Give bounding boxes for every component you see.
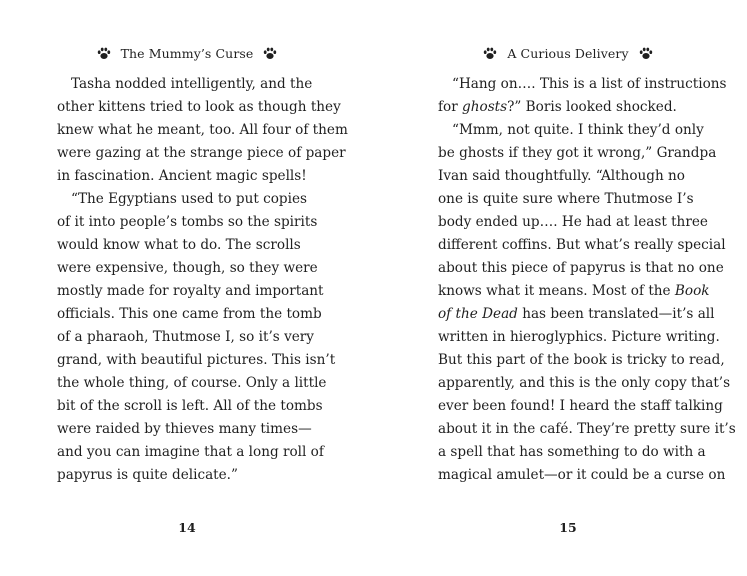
- text-line: were raided by thieves many times—: [57, 421, 312, 437]
- text-line: other kittens tried to look as though they: [57, 99, 341, 115]
- text-line: the whole thing, of course. Only a little: [57, 375, 327, 391]
- text-line: magical amulet—or it could be a curse on: [438, 467, 726, 483]
- text-line: different coffins. But what’s really special: [438, 237, 726, 253]
- text-line: ever been found! I heard the staff talking: [438, 398, 723, 414]
- text-line: written in hieroglyphics. Picture writing.: [438, 329, 720, 345]
- text-line: [438, 303, 715, 326]
- left-page: [57, 0, 348, 576]
- text-line: “The Egyptians used to put copies: [71, 191, 307, 207]
- paw-print-icon: [639, 47, 653, 60]
- left-page-number: 14: [178, 520, 196, 535]
- text-line: about it in the café. They’re pretty sure it’s: [438, 421, 736, 437]
- text-run: has been translated—it’s all: [517, 306, 715, 322]
- text-line: officials. This one came from the tomb: [57, 306, 322, 322]
- text-line: knew what he meant, too. All four of them: [57, 122, 348, 138]
- text-line: about this piece of papyrus is that no one: [438, 260, 724, 276]
- text-line: Ivan said thoughtfully. “Although no: [438, 168, 685, 184]
- text-line: one is quite sure where Thutmose I’s: [438, 191, 694, 207]
- left-header-title: The Mummy’s Curse: [120, 46, 254, 61]
- text-line: were expensive, though, so they were: [57, 260, 318, 276]
- right-page-number: 15: [559, 520, 577, 535]
- text-line: mostly made for royalty and important: [57, 283, 324, 299]
- text-run: ?” Boris looked shocked.: [507, 99, 677, 115]
- left-body-text: [57, 73, 348, 487]
- text-line: a spell that has something to do with a: [438, 444, 706, 460]
- italic-word: ghosts: [462, 99, 508, 115]
- text-line: were gazing at the strange piece of paper: [57, 145, 346, 161]
- italic-title: Book: [674, 283, 710, 299]
- text-line: “Mmm, not quite. I think they’d only: [452, 122, 704, 138]
- text-line: But this part of the book is tricky to read,: [438, 352, 725, 368]
- text-line: of a pharaoh, Thutmose I, so it’s very: [57, 329, 314, 345]
- right-header-title: A Curious Delivery: [507, 46, 629, 61]
- text-line: grand, with beautiful pictures. This isn’t: [57, 352, 336, 368]
- text-line: bit of the scroll is left. All of the tombs: [57, 398, 323, 414]
- text-line: of it into people’s tombs so the spirits: [57, 214, 318, 230]
- left-running-header: [57, 46, 317, 61]
- italic-title: of the Dead: [438, 306, 518, 322]
- text-line: apparently, and this is the only copy that’s: [438, 375, 731, 391]
- text-line: Tasha nodded intelligently, and the: [71, 76, 313, 92]
- text-line: be ghosts if they got it wrong,” Grandpa: [438, 145, 717, 161]
- text-line: and you can imagine that a long roll of: [57, 444, 324, 460]
- text-line: [438, 96, 698, 119]
- right-running-header: [438, 46, 698, 61]
- paw-print-icon: [97, 47, 111, 60]
- paw-print-icon: [263, 47, 277, 60]
- text-line: “Hang on…. This is a list of instructions: [452, 76, 727, 92]
- text-run: knows what it means. Most of the: [438, 283, 675, 299]
- right-body-text: [438, 73, 736, 487]
- text-line: in fascination. Ancient magic spells!: [57, 168, 307, 184]
- text-run: for: [438, 99, 463, 115]
- text-line: [438, 280, 710, 303]
- right-page: [438, 0, 736, 576]
- paw-print-icon: [483, 47, 497, 60]
- text-line: body ended up…. He had at least three: [438, 214, 708, 230]
- text-line: papyrus is quite delicate.”: [57, 467, 238, 483]
- text-line: would know what to do. The scrolls: [57, 237, 301, 253]
